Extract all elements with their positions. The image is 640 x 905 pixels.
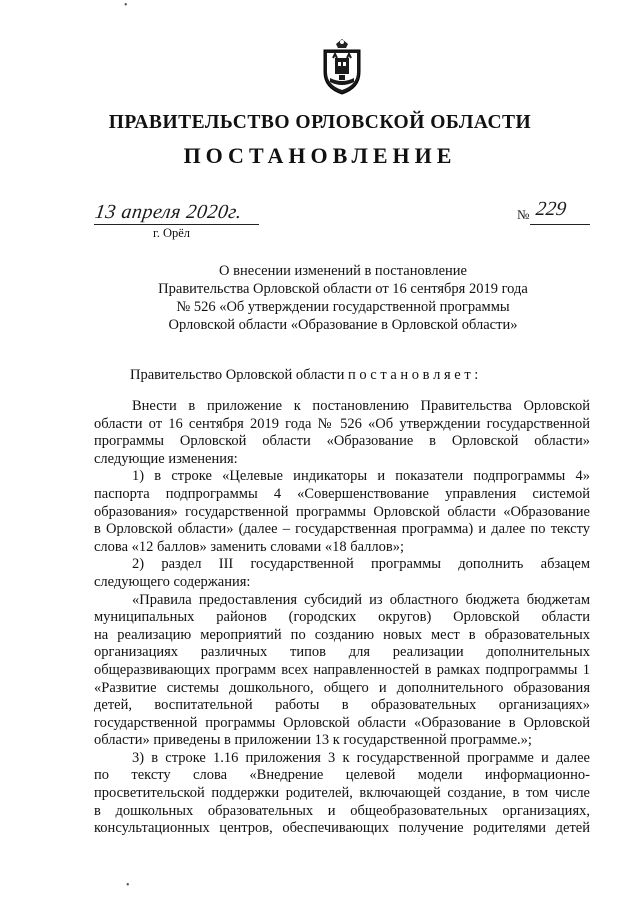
- document-body: [94, 398, 590, 838]
- body-line: паспорта подпрограммы 4 «Совершенствование управления системой: [94, 485, 590, 502]
- body-line: 1) в строке «Целевые индикаторы и показатели подпрограммы 4»: [132, 468, 590, 485]
- scan-mark-top: •: [124, 0, 128, 11]
- body-line: 3) в строке 1.16 приложения 3 к государственной программе и далее: [132, 749, 590, 766]
- body-line: в Орловской области» (далее – государственная программа) и далее по тексту: [94, 521, 590, 538]
- body-line: «Развитие системы дошкольного, общего и дополнительного образования: [94, 679, 590, 696]
- body-line: 2) раздел III государственной программы дополнить абзацем: [132, 556, 590, 573]
- body-line: Внести в приложение к постановлению Правительства Орловской: [132, 398, 590, 414]
- coat-of-arms-emblem: [318, 38, 366, 96]
- scan-mark-bottom: •: [126, 880, 130, 891]
- subject-line: Орловской области «Образование в Орловской области»: [168, 317, 518, 333]
- preamble-spaced-verb: п о с т а н о в л я е т :: [348, 367, 479, 383]
- body-line: государственной программы Орловской области «Образование в Орловской: [94, 714, 590, 731]
- body-line: программы Орловской области «Образование в Орловской области»: [94, 433, 590, 450]
- subject-line: О внесении изменений в постановление: [219, 263, 467, 279]
- document-type-title: ПОСТАНОВЛЕНИЕ: [183, 143, 457, 168]
- body-line: консультационных центров, обеспечивающих получение родителями детей: [94, 820, 590, 837]
- subject-line: № 526 «Об утверждении государственной программы: [176, 299, 510, 315]
- city-label: г. Орёл: [153, 226, 191, 240]
- body-line: образования» государственной программы Орловской области «Образование: [94, 503, 590, 520]
- body-line: области от 16 сентября 2019 года № 526 «Об утверждении государственной: [94, 415, 590, 432]
- body-line: слова «12 баллов» заменить словами «18 баллов»;: [94, 538, 405, 555]
- subject-line: Правительства Орловской области от 16 сентября 2019 года: [158, 281, 528, 297]
- preamble: [130, 367, 478, 384]
- body-line: в дошкольных образовательных и общеобразовательных организациях,: [94, 802, 590, 819]
- body-line: муниципальных районов (городских округов) Орловской области: [94, 609, 590, 626]
- body-line: по тексту слова «Внедрение целевой модели информационно-: [94, 767, 590, 784]
- handwritten-number: 229: [534, 198, 568, 220]
- preamble-text: Правительство Орловской области: [130, 367, 349, 383]
- number-underline: [530, 224, 590, 225]
- body-line: просветительской поддержки родителей, включающей создание, в том числе: [94, 785, 590, 802]
- body-line: следующего содержания:: [94, 573, 251, 590]
- document-subject: [100, 262, 586, 334]
- body-line: детей, воспитательной работы в образовательных организациях»: [94, 697, 590, 714]
- handwritten-date: 13 апреля 2020г.: [93, 201, 244, 223]
- organization-title: ПРАВИТЕЛЬСТВО ОРЛОВСКОЙ ОБЛАСТИ: [108, 112, 532, 133]
- body-line: общеразвивающих программ всех направленностей в рамках подпрограммы 1: [94, 661, 590, 678]
- body-line: следующие изменения:: [94, 450, 238, 467]
- body-line: области» приведены в приложении 13 к государственной программе.»;: [94, 732, 532, 749]
- body-line: на реализацию мероприятий по созданию новых мест в образовательных: [94, 626, 590, 643]
- date-underline: [94, 224, 259, 225]
- body-line: организациях различных типов для реализации дополнительных: [94, 644, 590, 661]
- number-label: №: [517, 207, 530, 222]
- body-line: «Правила предоставления субсидий из областного бюджета бюджетам: [132, 591, 590, 608]
